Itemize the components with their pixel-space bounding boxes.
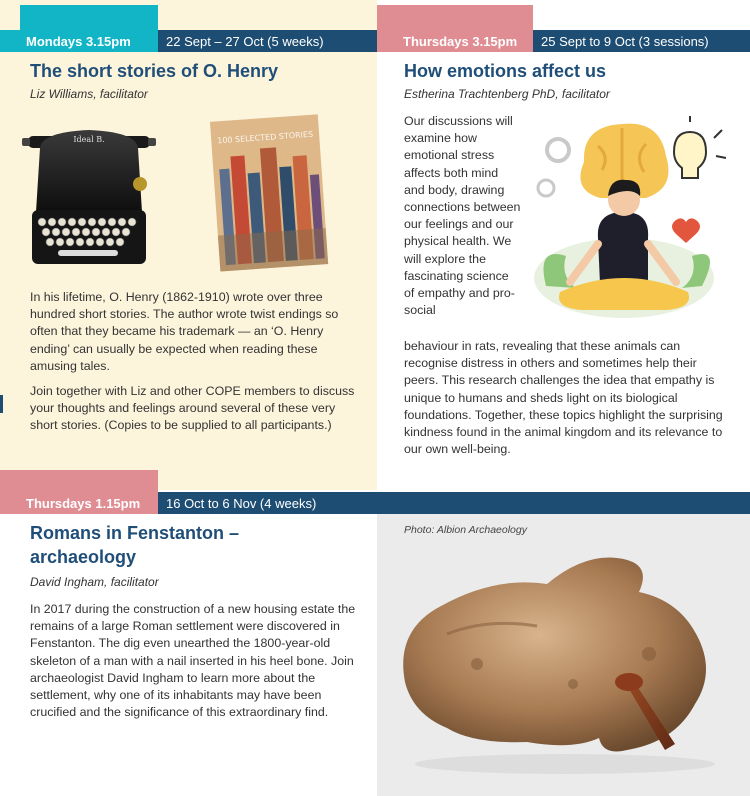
edge-marker bbox=[0, 395, 3, 413]
date-bar-emotions bbox=[533, 30, 750, 52]
course-dates: 22 Sept – 27 Oct (5 weeks) bbox=[166, 33, 324, 49]
bone-with-nail-image bbox=[377, 514, 750, 796]
book-title: 100 SELECTED STORIES bbox=[216, 129, 314, 146]
tab-accent-pink-bottom bbox=[0, 470, 158, 492]
course-dates: 16 Oct to 6 Nov (4 weeks) bbox=[166, 495, 317, 511]
tab-accent-teal bbox=[20, 5, 158, 30]
typewriter-brand: Ideal B. bbox=[73, 135, 105, 144]
heel-bone-photo bbox=[377, 514, 750, 796]
tab-accent-pink bbox=[377, 5, 533, 30]
course-facilitator: Liz Williams, facilitator bbox=[30, 87, 148, 101]
paragraph-1: In his lifetime, O. Henry (1862-1910) wrote over three hundred short stories. The author wrote twist endings so often that they became his trademark — an ‘O. Henry ending’ can usually be expected when reading these amusing tales. bbox=[30, 290, 339, 373]
date-bar-ohenry bbox=[158, 30, 377, 52]
book-cover-image bbox=[207, 112, 329, 272]
course-facilitator: Estherina Trachtenberg PhD, facilitator bbox=[404, 87, 610, 101]
course-description bbox=[30, 289, 360, 443]
course-title bbox=[30, 521, 239, 569]
title-line-1: Romans in Fenstanton – bbox=[30, 523, 240, 543]
day-tab-ohenry bbox=[0, 30, 158, 52]
course-description-full: behaviour in rats, revealing that these animals can recognise distress in others and sometimes help their peers. This research challenges the idea that empathy is unique to humans and sheds light on its biological foundations. Together, these topics highlight the surprising kindness found in the animal kingdom and its relevance to our own well-being. bbox=[404, 339, 723, 457]
course-day: Mondays 3.15pm bbox=[26, 33, 131, 49]
day-tab-romans bbox=[0, 492, 158, 514]
day-tab-emotions bbox=[377, 30, 533, 52]
course-description-wrap: Our discussions will examine how emotional stress affects both mind and body, drawing connections between our feelings and our physical health. We will explore the fascinating science of empathy and pro-social bbox=[404, 114, 521, 318]
course-title: How emotions affect us bbox=[404, 61, 607, 81]
meditation-brain-image bbox=[526, 116, 732, 328]
typewriter-image bbox=[22, 122, 156, 270]
title-line-2: archaeology bbox=[30, 547, 137, 567]
course-day: Thursdays 1.15pm bbox=[26, 495, 141, 511]
course-title: The short stories of O. Henry bbox=[30, 61, 279, 81]
course-dates: 25 Sept to 9 Oct (3 sessions) bbox=[541, 33, 709, 49]
date-bar-romans bbox=[158, 492, 750, 514]
paragraph-2: Join together with Liz and other COPE members to discuss your thoughts and feelings around several of these very short stories. (Copies to be supplied to all participants.) bbox=[30, 384, 355, 433]
course-description: In 2017 during the construction of a new housing estate the remains of a large Roman settlement were discovered in Fenstanton. The dig even unearthed the 1800-year-old skeleton of a man with a nail inserted in his heel bone. Join archaeologist David Ingham to learn more about the settlement, why one of its inhabitants may have been crucified and the significance of this extraordinary find. bbox=[30, 602, 356, 720]
course-facilitator: David Ingham, facilitator bbox=[30, 575, 159, 589]
course-day: Thursdays 3.15pm bbox=[403, 33, 518, 49]
photo-credit: Photo: Albion Archaeology bbox=[404, 524, 527, 536]
